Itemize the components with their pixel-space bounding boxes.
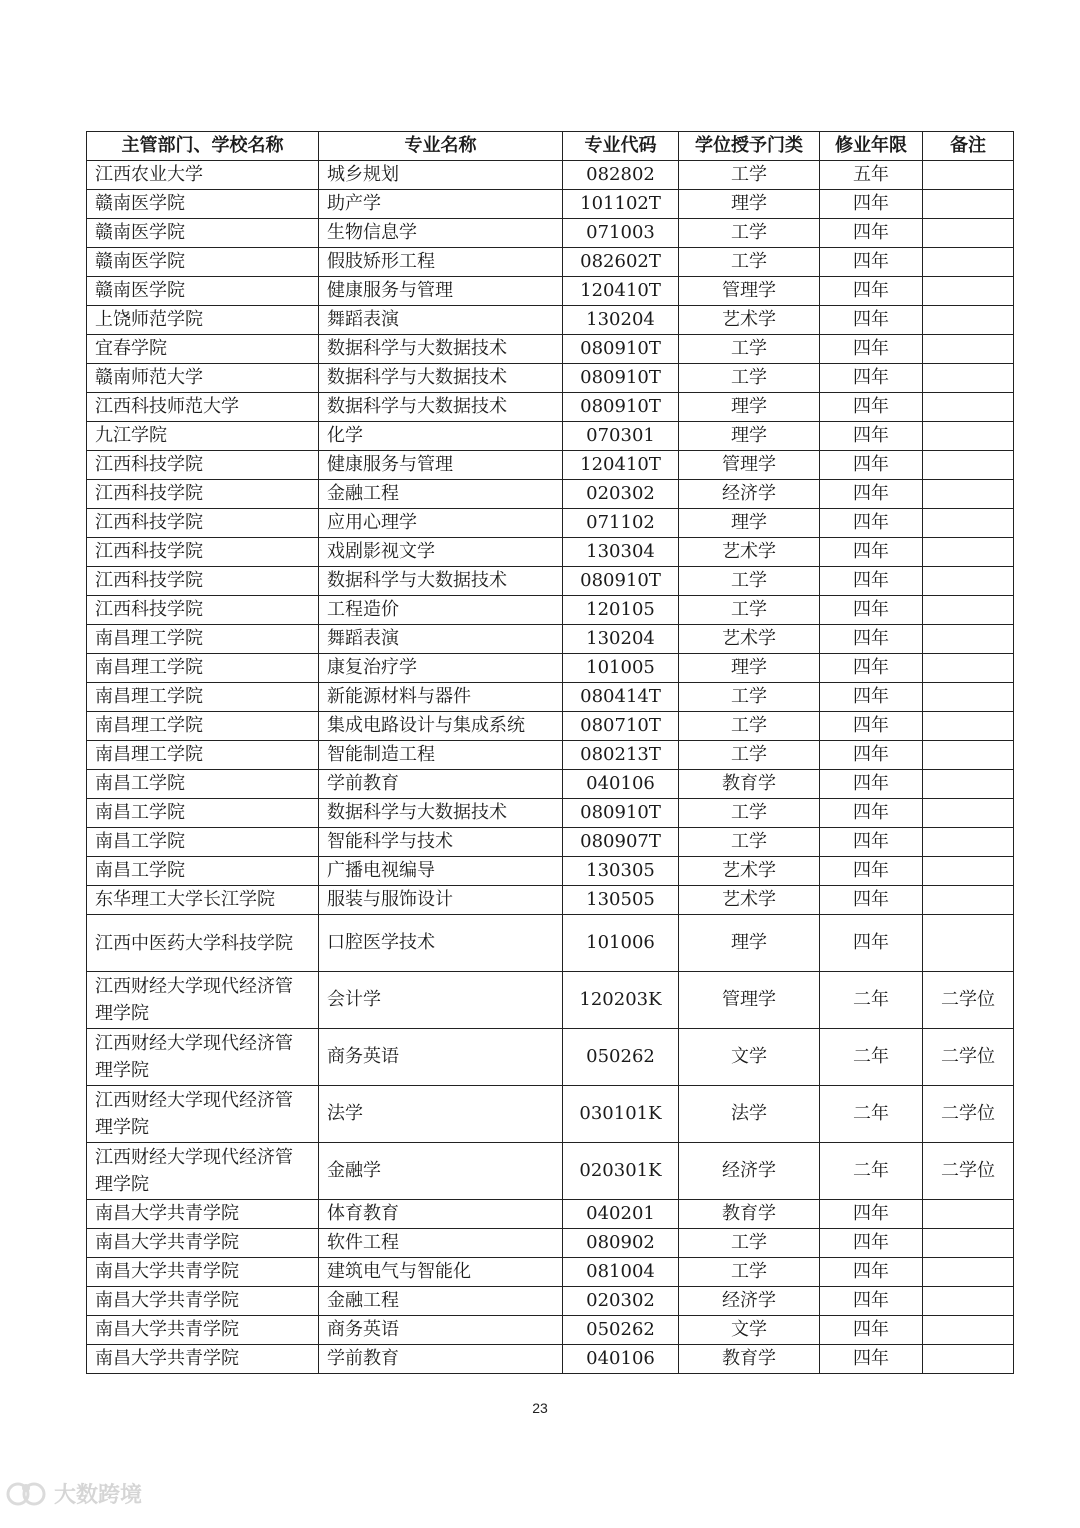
- school-cell: 南昌大学共青学院: [87, 1200, 319, 1229]
- code-cell: 130204: [563, 306, 679, 335]
- table-row: [87, 306, 1014, 335]
- table-row: [87, 219, 1014, 248]
- note-cell: [923, 567, 1014, 596]
- degree-cell: 理学: [679, 654, 820, 683]
- code-cell: 020302: [563, 480, 679, 509]
- degree-cell: 工学: [679, 828, 820, 857]
- degree-cell: 管理学: [679, 972, 820, 1029]
- major-cell: 商务英语: [319, 1029, 563, 1086]
- years-cell: 四年: [820, 1287, 923, 1316]
- table-row: [87, 451, 1014, 480]
- major-cell: 数据科学与大数据技术: [319, 567, 563, 596]
- major-cell: 健康服务与管理: [319, 451, 563, 480]
- table-row: [87, 828, 1014, 857]
- table-row: [87, 915, 1014, 972]
- school-cell: 南昌工学院: [87, 828, 319, 857]
- degree-cell: 工学: [679, 219, 820, 248]
- code-cell: 080902: [563, 1229, 679, 1258]
- years-cell: 四年: [820, 451, 923, 480]
- years-cell: 四年: [820, 364, 923, 393]
- code-cell: 080414T: [563, 683, 679, 712]
- years-cell: 四年: [820, 1229, 923, 1258]
- years-cell: 四年: [820, 712, 923, 741]
- major-cell: 智能科学与技术: [319, 828, 563, 857]
- watermark-text: 大数跨境: [54, 1483, 143, 1508]
- note-cell: [923, 683, 1014, 712]
- code-cell: 050262: [563, 1029, 679, 1086]
- school-cell: 南昌大学共青学院: [87, 1258, 319, 1287]
- code-cell: 101005: [563, 654, 679, 683]
- degree-cell: 文学: [679, 1029, 820, 1086]
- degree-cell: 工学: [679, 1258, 820, 1287]
- watermark: [6, 1478, 142, 1509]
- major-cell: 服装与服饰设计: [319, 886, 563, 915]
- degree-cell: 艺术学: [679, 857, 820, 886]
- degree-cell: 经济学: [679, 1287, 820, 1316]
- header-school: 主管部门、学校名称: [87, 132, 319, 161]
- table-row: [87, 480, 1014, 509]
- note-cell: [923, 1258, 1014, 1287]
- school-cell: 赣南医学院: [87, 277, 319, 306]
- code-cell: 080710T: [563, 712, 679, 741]
- note-cell: [923, 1200, 1014, 1229]
- code-cell: 071102: [563, 509, 679, 538]
- major-cell: 口腔医学技术: [319, 915, 563, 972]
- table-row: [87, 364, 1014, 393]
- table-row: [87, 277, 1014, 306]
- table-row: [87, 857, 1014, 886]
- major-cell: 舞蹈表演: [319, 625, 563, 654]
- school-cell: 赣南医学院: [87, 190, 319, 219]
- note-cell: 二学位: [923, 1029, 1014, 1086]
- note-cell: [923, 741, 1014, 770]
- note-cell: [923, 248, 1014, 277]
- major-cell: 体育教育: [319, 1200, 563, 1229]
- years-cell: 四年: [820, 915, 923, 972]
- code-cell: 120203K: [563, 972, 679, 1029]
- code-cell: 120410T: [563, 451, 679, 480]
- degree-cell: 教育学: [679, 1345, 820, 1374]
- note-cell: [923, 654, 1014, 683]
- header-code: 专业代码: [563, 132, 679, 161]
- code-cell: 020301K: [563, 1143, 679, 1200]
- years-cell: 四年: [820, 1200, 923, 1229]
- school-cell: 南昌理工学院: [87, 625, 319, 654]
- note-cell: [923, 712, 1014, 741]
- note-cell: [923, 1287, 1014, 1316]
- major-cell: 金融工程: [319, 480, 563, 509]
- school-cell: 江西科技学院: [87, 596, 319, 625]
- major-cell: 数据科学与大数据技术: [319, 335, 563, 364]
- code-cell: 080910T: [563, 335, 679, 364]
- major-cell: 法学: [319, 1086, 563, 1143]
- table-row: [87, 799, 1014, 828]
- major-cell: 舞蹈表演: [319, 306, 563, 335]
- table-row: [87, 1345, 1014, 1374]
- major-cell: 假肢矫形工程: [319, 248, 563, 277]
- major-cell: 健康服务与管理: [319, 277, 563, 306]
- school-cell: 南昌大学共青学院: [87, 1287, 319, 1316]
- years-cell: 二年: [820, 1086, 923, 1143]
- years-cell: 四年: [820, 509, 923, 538]
- table-row: [87, 741, 1014, 770]
- school-cell: 江西科技学院: [87, 509, 319, 538]
- degree-cell: 工学: [679, 335, 820, 364]
- note-cell: [923, 538, 1014, 567]
- code-cell: 080910T: [563, 364, 679, 393]
- code-cell: 130304: [563, 538, 679, 567]
- note-cell: [923, 886, 1014, 915]
- header-major: 专业名称: [319, 132, 563, 161]
- school-cell: 江西财经大学现代经济管理学院: [87, 1029, 319, 1086]
- degree-cell: 工学: [679, 799, 820, 828]
- years-cell: 四年: [820, 393, 923, 422]
- school-cell: 南昌理工学院: [87, 683, 319, 712]
- degree-cell: 艺术学: [679, 886, 820, 915]
- table-row: [87, 248, 1014, 277]
- school-cell: 南昌大学共青学院: [87, 1345, 319, 1374]
- code-cell: 040201: [563, 1200, 679, 1229]
- degree-cell: 工学: [679, 248, 820, 277]
- table-row: [87, 1287, 1014, 1316]
- table-row: [87, 625, 1014, 654]
- code-cell: 080907T: [563, 828, 679, 857]
- years-cell: 四年: [820, 1345, 923, 1374]
- note-cell: [923, 596, 1014, 625]
- code-cell: 120105: [563, 596, 679, 625]
- note-cell: [923, 480, 1014, 509]
- note-cell: [923, 422, 1014, 451]
- years-cell: 四年: [820, 1316, 923, 1345]
- school-cell: 南昌工学院: [87, 857, 319, 886]
- code-cell: 080910T: [563, 393, 679, 422]
- table-row: [87, 393, 1014, 422]
- note-cell: [923, 306, 1014, 335]
- table-row: [87, 886, 1014, 915]
- degree-cell: 艺术学: [679, 306, 820, 335]
- table-row: [87, 335, 1014, 364]
- note-cell: [923, 799, 1014, 828]
- degree-cell: 经济学: [679, 1143, 820, 1200]
- note-cell: [923, 915, 1014, 972]
- table-row: [87, 567, 1014, 596]
- note-cell: [923, 161, 1014, 190]
- major-cell: 会计学: [319, 972, 563, 1029]
- table-row: [87, 190, 1014, 219]
- code-cell: 071003: [563, 219, 679, 248]
- major-cell: 化学: [319, 422, 563, 451]
- table-row: [87, 1086, 1014, 1143]
- school-cell: 江西农业大学: [87, 161, 319, 190]
- note-cell: [923, 277, 1014, 306]
- school-cell: 九江学院: [87, 422, 319, 451]
- note-cell: 二学位: [923, 1143, 1014, 1200]
- table-row: [87, 509, 1014, 538]
- school-cell: 东华理工大学长江学院: [87, 886, 319, 915]
- school-cell: 江西科技师范大学: [87, 393, 319, 422]
- years-cell: 二年: [820, 1143, 923, 1200]
- years-cell: 四年: [820, 335, 923, 364]
- years-cell: 四年: [820, 596, 923, 625]
- school-cell: 南昌理工学院: [87, 654, 319, 683]
- table-row: [87, 1316, 1014, 1345]
- code-cell: 082602T: [563, 248, 679, 277]
- years-cell: 四年: [820, 480, 923, 509]
- table-row: [87, 683, 1014, 712]
- code-cell: 080910T: [563, 799, 679, 828]
- school-cell: 宜春学院: [87, 335, 319, 364]
- degree-cell: 工学: [679, 683, 820, 712]
- code-cell: 081004: [563, 1258, 679, 1287]
- school-cell: 江西科技学院: [87, 451, 319, 480]
- code-cell: 040106: [563, 1345, 679, 1374]
- code-cell: 101102T: [563, 190, 679, 219]
- table-row: [87, 1143, 1014, 1200]
- major-cell: 生物信息学: [319, 219, 563, 248]
- degree-cell: 工学: [679, 1229, 820, 1258]
- table-row: [87, 1258, 1014, 1287]
- code-cell: 050262: [563, 1316, 679, 1345]
- code-cell: 130305: [563, 857, 679, 886]
- logo-icon: [6, 1479, 48, 1509]
- header-note: 备注: [923, 132, 1014, 161]
- years-cell: 四年: [820, 770, 923, 799]
- school-cell: 上饶师范学院: [87, 306, 319, 335]
- table-row: [87, 1200, 1014, 1229]
- years-cell: 二年: [820, 972, 923, 1029]
- years-cell: 四年: [820, 306, 923, 335]
- table-row: [87, 1029, 1014, 1086]
- note-cell: [923, 364, 1014, 393]
- code-cell: 070301: [563, 422, 679, 451]
- major-cell: 城乡规划: [319, 161, 563, 190]
- degree-cell: 工学: [679, 596, 820, 625]
- years-cell: 四年: [820, 886, 923, 915]
- degree-cell: 教育学: [679, 770, 820, 799]
- major-cell: 数据科学与大数据技术: [319, 364, 563, 393]
- degree-cell: 经济学: [679, 480, 820, 509]
- years-cell: 四年: [820, 799, 923, 828]
- code-cell: 080910T: [563, 567, 679, 596]
- degree-cell: 管理学: [679, 451, 820, 480]
- school-cell: 南昌工学院: [87, 770, 319, 799]
- note-cell: 二学位: [923, 972, 1014, 1029]
- note-cell: [923, 625, 1014, 654]
- code-cell: 101006: [563, 915, 679, 972]
- school-cell: 江西财经大学现代经济管理学院: [87, 1086, 319, 1143]
- years-cell: 四年: [820, 538, 923, 567]
- degree-cell: 工学: [679, 364, 820, 393]
- years-cell: 四年: [820, 828, 923, 857]
- note-cell: [923, 509, 1014, 538]
- note-cell: [923, 1229, 1014, 1258]
- years-cell: 四年: [820, 190, 923, 219]
- note-cell: [923, 335, 1014, 364]
- page-number: 23: [532, 1400, 548, 1416]
- major-cell: 工程造价: [319, 596, 563, 625]
- code-cell: 020302: [563, 1287, 679, 1316]
- table-row: [87, 712, 1014, 741]
- degree-cell: 法学: [679, 1086, 820, 1143]
- major-cell: 新能源材料与器件: [319, 683, 563, 712]
- major-cell: 数据科学与大数据技术: [319, 393, 563, 422]
- table-row: [87, 538, 1014, 567]
- major-cell: 应用心理学: [319, 509, 563, 538]
- school-cell: 赣南师范大学: [87, 364, 319, 393]
- major-cell: 商务英语: [319, 1316, 563, 1345]
- school-cell: 南昌大学共青学院: [87, 1229, 319, 1258]
- note-cell: [923, 451, 1014, 480]
- years-cell: 四年: [820, 567, 923, 596]
- school-cell: 赣南医学院: [87, 219, 319, 248]
- degree-cell: 艺术学: [679, 538, 820, 567]
- table-body: [87, 161, 1014, 1374]
- major-cell: 金融学: [319, 1143, 563, 1200]
- table-row: [87, 422, 1014, 451]
- degree-cell: 理学: [679, 422, 820, 451]
- years-cell: 四年: [820, 248, 923, 277]
- years-cell: 四年: [820, 654, 923, 683]
- major-cell: 学前教育: [319, 770, 563, 799]
- years-cell: 四年: [820, 857, 923, 886]
- major-cell: 数据科学与大数据技术: [319, 799, 563, 828]
- table-row: [87, 596, 1014, 625]
- note-cell: [923, 857, 1014, 886]
- school-cell: 江西科技学院: [87, 567, 319, 596]
- note-cell: [923, 219, 1014, 248]
- years-cell: 四年: [820, 625, 923, 654]
- degree-cell: 理学: [679, 393, 820, 422]
- school-cell: 江西财经大学现代经济管理学院: [87, 972, 319, 1029]
- degree-cell: 工学: [679, 161, 820, 190]
- code-cell: 030101K: [563, 1086, 679, 1143]
- major-cell: 智能制造工程: [319, 741, 563, 770]
- school-cell: 南昌理工学院: [87, 741, 319, 770]
- table-row: [87, 972, 1014, 1029]
- table-header-row: [87, 132, 1014, 161]
- code-cell: 040106: [563, 770, 679, 799]
- years-cell: 二年: [820, 1029, 923, 1086]
- school-cell: 江西科技学院: [87, 480, 319, 509]
- note-cell: 二学位: [923, 1086, 1014, 1143]
- degree-cell: 理学: [679, 915, 820, 972]
- school-cell: 赣南医学院: [87, 248, 319, 277]
- major-cell: 集成电路设计与集成系统: [319, 712, 563, 741]
- school-cell: 南昌工学院: [87, 799, 319, 828]
- years-cell: 四年: [820, 277, 923, 306]
- major-cell: 建筑电气与智能化: [319, 1258, 563, 1287]
- school-cell: 南昌理工学院: [87, 712, 319, 741]
- school-cell: 江西中医药大学科技学院: [87, 915, 319, 972]
- degree-cell: 文学: [679, 1316, 820, 1345]
- note-cell: [923, 828, 1014, 857]
- table-row: [87, 161, 1014, 190]
- years-cell: 四年: [820, 1258, 923, 1287]
- table-row: [87, 770, 1014, 799]
- school-cell: 江西科技学院: [87, 538, 319, 567]
- degree-cell: 工学: [679, 741, 820, 770]
- note-cell: [923, 1345, 1014, 1374]
- degree-cell: 教育学: [679, 1200, 820, 1229]
- header-degree: 学位授予门类: [679, 132, 820, 161]
- code-cell: 120410T: [563, 277, 679, 306]
- major-cell: 学前教育: [319, 1345, 563, 1374]
- note-cell: [923, 393, 1014, 422]
- header-years: 修业年限: [820, 132, 923, 161]
- major-cell: 康复治疗学: [319, 654, 563, 683]
- note-cell: [923, 1316, 1014, 1345]
- years-cell: 五年: [820, 161, 923, 190]
- degree-cell: 工学: [679, 712, 820, 741]
- years-cell: 四年: [820, 741, 923, 770]
- major-cell: 助产学: [319, 190, 563, 219]
- degree-cell: 工学: [679, 567, 820, 596]
- years-cell: 四年: [820, 683, 923, 712]
- code-cell: 130204: [563, 625, 679, 654]
- note-cell: [923, 770, 1014, 799]
- code-cell: 080213T: [563, 741, 679, 770]
- table-row: [87, 654, 1014, 683]
- school-cell: 江西财经大学现代经济管理学院: [87, 1143, 319, 1200]
- major-cell: 软件工程: [319, 1229, 563, 1258]
- table-row: [87, 1229, 1014, 1258]
- degree-cell: 管理学: [679, 277, 820, 306]
- degree-cell: 艺术学: [679, 625, 820, 654]
- years-cell: 四年: [820, 422, 923, 451]
- code-cell: 130505: [563, 886, 679, 915]
- major-cell: 戏剧影视文学: [319, 538, 563, 567]
- school-cell: 南昌大学共青学院: [87, 1316, 319, 1345]
- majors-table: [86, 131, 1014, 1374]
- note-cell: [923, 190, 1014, 219]
- code-cell: 082802: [563, 161, 679, 190]
- major-cell: 金融工程: [319, 1287, 563, 1316]
- major-cell: 广播电视编导: [319, 857, 563, 886]
- degree-cell: 理学: [679, 509, 820, 538]
- years-cell: 四年: [820, 219, 923, 248]
- degree-cell: 理学: [679, 190, 820, 219]
